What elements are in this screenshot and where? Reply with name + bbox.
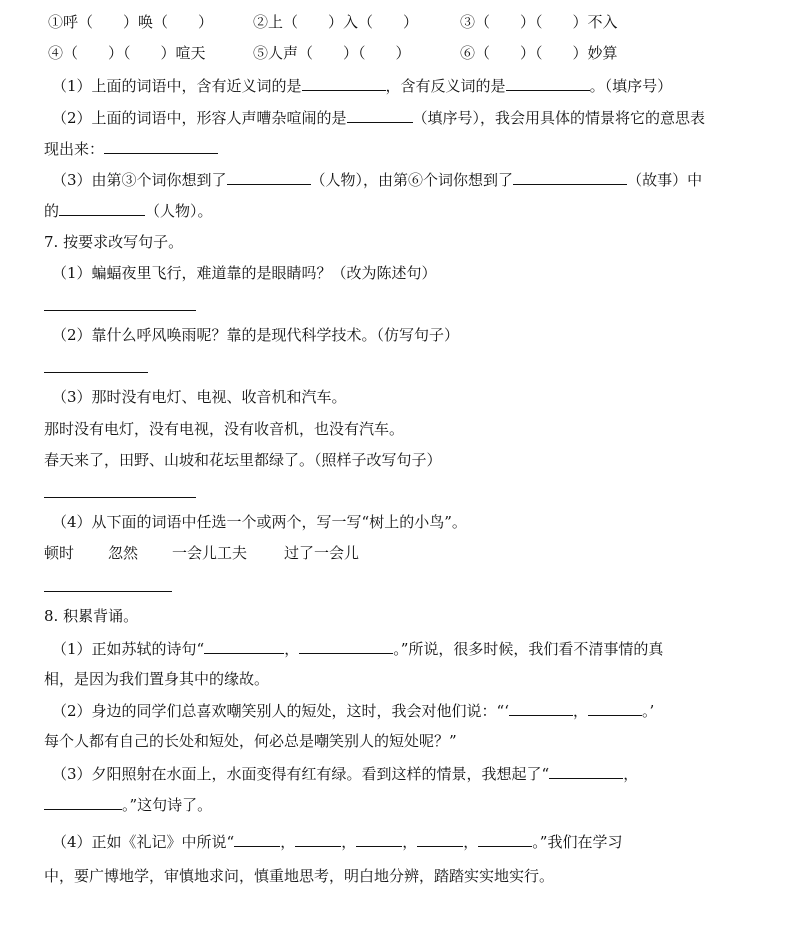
answer-blank[interactable] [356,831,402,847]
q7-word-1: 顿时 [44,544,75,562]
answer-line[interactable] [44,497,196,498]
q7-word-2: 忽然 [108,544,139,562]
answer-blank[interactable] [347,107,413,123]
q7-sentence-2: （2）靠什么呼风唤雨呢？靠的是现代科学技术。（仿写句子） [52,326,460,344]
answer-blank[interactable] [59,200,145,216]
answer-blank[interactable] [478,831,532,847]
q6-part3: （3）由第③个词你想到了 （人物），由第⑥个词你想到了 （故事）中 [52,171,703,189]
answer-blank[interactable] [509,700,573,716]
answer-blank[interactable] [44,794,122,810]
q8-part3-cont: 。”这句诗了。 [44,794,212,815]
vocab-item-2: ②上（ ）入（ ） [253,13,419,31]
q7-sentence-4: （4）从下面的词语中任选一个或两个，写一写“树上的小鸟”。 [52,513,467,531]
vocab-item-3: ③（ ）（ ）不入 [460,13,618,31]
answer-blank[interactable] [295,831,341,847]
q7-word-4: 过了一会儿 [284,544,360,562]
q6-part1: （1）上面的词语中，含有近义词的是 ，含有反义词的是 。（填序号） [52,77,673,95]
answer-blank[interactable] [234,831,280,847]
q8-title: 8. 积累背诵。 [44,607,139,625]
q6-part3-cont: 的 （人物）。 [44,202,213,220]
q7-task: 春天来了，田野、山坡和花坛里都绿了。（照样子改写句子） [44,451,442,469]
q8-part4: （4）正如《礼记》中所说“ ， ， ， ， 。”我们在学习 [52,833,623,851]
q8-part3: （3）夕阳照射在水面上，水面变得有红有绿。看到这样的情景，我想起了“ ， [52,765,639,783]
vocab-item-5: ⑤人声（ ）（ ） [253,44,411,62]
q8-part2: （2）身边的同学们总喜欢嘲笑别人的短处，这时，我会对他们说：“‘ ， 。’ [52,702,655,720]
answer-blank[interactable] [299,638,393,654]
q8-part1-cont: 相，是因为我们置身其中的缘故。 [44,670,270,688]
answer-blank[interactable] [506,75,590,91]
q7-sentence-3: （3）那时没有电灯、电视、收音机和汽车。 [52,388,347,406]
q7-title: 7. 按要求改写句子。 [44,233,184,251]
q6-part2-cont: 现出来： [44,138,218,159]
answer-blank[interactable] [588,700,642,716]
answer-line[interactable] [44,372,148,373]
q7-word-3: 一会儿工夫 [172,544,248,562]
answer-blank[interactable] [104,138,218,154]
answer-blank[interactable] [204,638,284,654]
answer-line[interactable] [44,591,172,592]
q8-part4-cont: 中，要广博地学，审慎地求问，慎重地思考，明白地分辨，踏踏实实地实行。 [44,867,555,885]
answer-blank[interactable] [302,75,386,91]
answer-blank[interactable] [549,763,623,779]
vocab-item-1: ①呼（ ）唤（ ） [48,13,214,31]
answer-line[interactable] [44,310,196,311]
q7-sentence-1: （1）蝙蝠夜里飞行，难道靠的是眼睛吗？（改为陈述句） [52,264,437,282]
vocab-item-6: ⑥（ ）（ ）妙算 [460,44,618,62]
q6-part2: （2）上面的词语中，形容人声嘈杂喧闹的是 （填序号），我会用具体的情景将它的意思表 [52,109,706,127]
answer-blank[interactable] [513,169,627,185]
q7-example: 那时没有电灯，没有电视，没有收音机，也没有汽车。 [44,420,405,438]
answer-blank[interactable] [417,831,463,847]
q8-part2-cont: 每个人都有自己的长处和短处，何必总是嘲笑别人的短处呢？” [44,732,457,750]
vocab-item-4: ④（ ）（ ）喧天 [48,44,206,62]
answer-blank[interactable] [227,169,311,185]
q8-part1: （1）正如苏轼的诗句“ ， 。”所说，很多时候，我们看不清事情的真 [52,640,664,658]
